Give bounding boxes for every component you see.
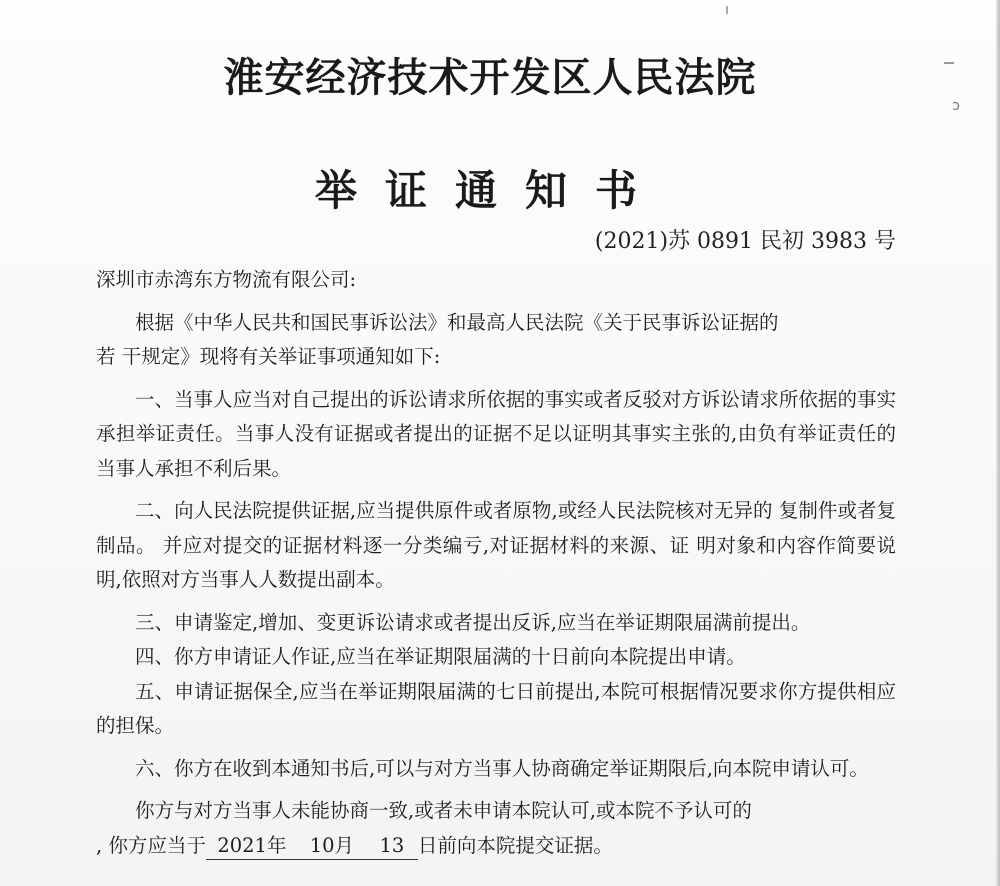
item-4: 四、你方申请证人作证,应当在举证期限届满的十日前向本院提出申请。 [135, 645, 746, 668]
document-body [96, 261, 896, 863]
deadline-month: 10月 [298, 833, 366, 860]
scan-artifact-tick [726, 6, 728, 14]
court-name: 淮安经济技术开发区人民法院 [223, 55, 757, 101]
closing-line-2 [96, 829, 896, 864]
document-title: 举证通知书 [314, 166, 665, 215]
closing-line-1: 你方与对方当事人未能协商一致,或者未申请本院认可,或本院不予认可的 [135, 799, 752, 822]
item-3: 三、申请鉴定,增加、变更诉讼请求或者提出反诉,应当在举证期限届满前提出。 [135, 610, 811, 634]
scan-artifact-mark: ↄ [952, 98, 960, 114]
intro-line-2: 若 干规定》现将有关举证事项通知如下: [96, 345, 441, 368]
deadline-day: 13 [366, 833, 418, 860]
closing-suffix: 日前向本院提交证据。 [417, 833, 613, 857]
case-number: (2021)苏 0891 民初 3983 号 [594, 229, 896, 254]
closing-prefix: , 你方应当于 [96, 833, 206, 857]
item-5: 五、申请证据保全,应当在举证期限届满的七日前提出,本院可根据情况要求你方提供相应的担保。 [96, 679, 896, 737]
intro-line-1: 根据《中华人民共和国民事诉讼法》和最高人民法院《关于民事诉讼证据的 [135, 310, 779, 334]
recipient: 深圳市赤湾东方物流有限公司: [96, 268, 357, 291]
item-1: 一、当事人应当对自己提出的诉讼请求所依据的事实或者反驳对方诉讼请求所依据的事实承担举证责任。当事人没有证据或者提出的证据不足以证明其事实主张的,由负有举证责任的当事人承担不利后果。 [96, 387, 896, 480]
deadline-year: 2021年 [206, 833, 298, 860]
item-6: 六、你方在收到本通知书后,可以与对方当事人协商确定举证期限后,向本院申请认可。 [135, 756, 869, 780]
scan-artifact-dash [944, 62, 954, 64]
item-2: 二、向人民法院提供证据,应当提供原件或者原物,或经人民法院核对无异的 复制件或者复制品。 并应对提交的证据材料逐一分类编亏,对证据材料的来源、证 明对象和内容作简要说明,依照对方当事人人数提出副本。 [96, 499, 896, 591]
scan-edge [996, 0, 1000, 886]
